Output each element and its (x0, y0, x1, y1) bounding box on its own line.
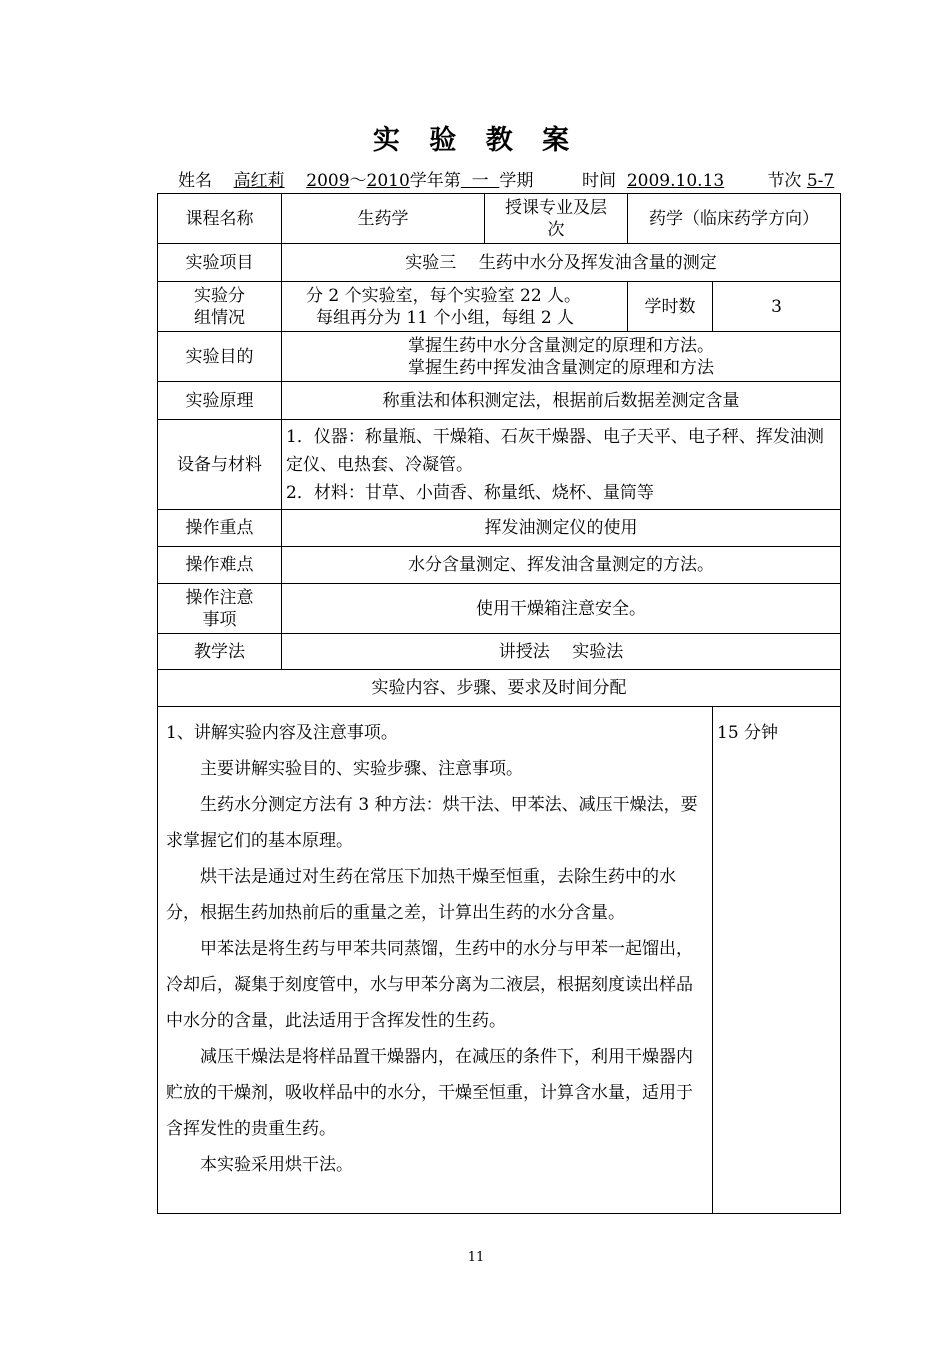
time-label: 时间 (582, 171, 617, 191)
caution-label: 操作注意事项 (158, 584, 282, 634)
content-paragraph: 1、讲解实验内容及注意事项。 (166, 723, 398, 743)
course-value: 生药学 (282, 194, 485, 244)
project-label: 实验项目 (158, 244, 282, 282)
major-value: 药学（临床药学方向） (628, 194, 841, 244)
year-end: 2010 (366, 171, 410, 191)
principle-label: 实验原理 (158, 382, 282, 420)
term-suffix: 学期 (499, 171, 534, 191)
purpose-value: 掌握生药中水分含量测定的原理和方法。 掌握生药中挥发油含量测定的原理和方法 (282, 332, 841, 382)
header-line (178, 166, 834, 191)
page-number: 11 (467, 1250, 485, 1265)
content-paragraph: 本实验采用烘干法。 (200, 1155, 353, 1175)
equipment-value: 1．仪器：称量瓶、干燥箱、石灰干燥器、电子天平、电子秤、挥发油测定仪、电热套、冷凝管。 2．材料：甘草、小茴香、称量纸、烧杯、量筒等 (282, 420, 841, 510)
group-value: 分 2 个实验室，每个实验室 22 人。 每组再分为 11 个小组，每组 2 人 (282, 282, 628, 332)
hours-label: 学时数 (628, 282, 713, 332)
course-label: 课程名称 (158, 194, 282, 244)
caution-value: 使用干燥箱注意安全。 (282, 584, 841, 634)
key-label: 操作重点 (158, 510, 282, 547)
content-paragraph: 减压干燥法是将样品置干燥器内，在减压的条件下，利用干燥器内贮放的干燥剂，吸收样品中的水分，干燥至恒重，计算含水量，适用于含挥发性的贵重生药。 (166, 1047, 693, 1139)
method-value: 讲授法 实验法 (282, 634, 841, 670)
date: 2009.10.13 (626, 171, 725, 191)
page-title: 实 验 教 案 (372, 125, 580, 156)
group-label: 实验分组情况 (158, 282, 282, 332)
teacher-name: 高红莉 (233, 171, 285, 191)
difficulty-label: 操作难点 (158, 547, 282, 584)
section-title: 实验内容、步骤、要求及时间分配 (158, 670, 841, 707)
term: 一 (471, 171, 489, 191)
year-start: 2009 (306, 171, 350, 191)
content-paragraph: 主要讲解实验目的、实验步骤、注意事项。 (200, 759, 523, 779)
year-suffix: 学年第 (409, 171, 461, 191)
content-cell (158, 707, 713, 1214)
method-label: 教学法 (158, 634, 282, 670)
lesson-plan-table (157, 193, 841, 1214)
content-paragraph: 甲苯法是将生药与甲苯共同蒸馏，生药中的水分与甲苯一起馏出，冷却后，凝集于刻度管中，水与甲苯分离为二液层，根据刻度读出样品中水分的含量，此法适用于含挥发性的生药。 (166, 939, 693, 1031)
content-paragraph: 生药水分测定方法有 3 种方法：烘干法、甲苯法、减压干燥法，要求掌握它们的基本原理。 (166, 795, 698, 851)
key-value: 挥发油测定仪的使用 (282, 510, 841, 547)
session: 5-7 (806, 171, 835, 191)
name-label: 姓名 (178, 171, 212, 191)
session-label: 节次 (767, 171, 802, 191)
purpose-label: 实验目的 (158, 332, 282, 382)
equipment-label: 设备与材料 (158, 420, 282, 510)
hours-value: 3 (713, 282, 841, 332)
major-label: 授课专业及层次 (485, 194, 628, 244)
content-paragraph: 烘干法是通过对生药在常压下加热干燥至恒重，去除生药中的水分，根据生药加热前后的重量之差，计算出生药的水分含量。 (166, 867, 676, 923)
time-allocation: 15 分钟 (713, 707, 841, 1214)
principle-value: 称重法和体积测定法，根据前后数据差测定含量 (282, 382, 841, 420)
year-separator: ～ (349, 171, 367, 191)
difficulty-value: 水分含量测定、挥发油含量测定的方法。 (282, 547, 841, 584)
project-value: 实验三 生药中水分及挥发油含量的测定 (282, 244, 841, 282)
